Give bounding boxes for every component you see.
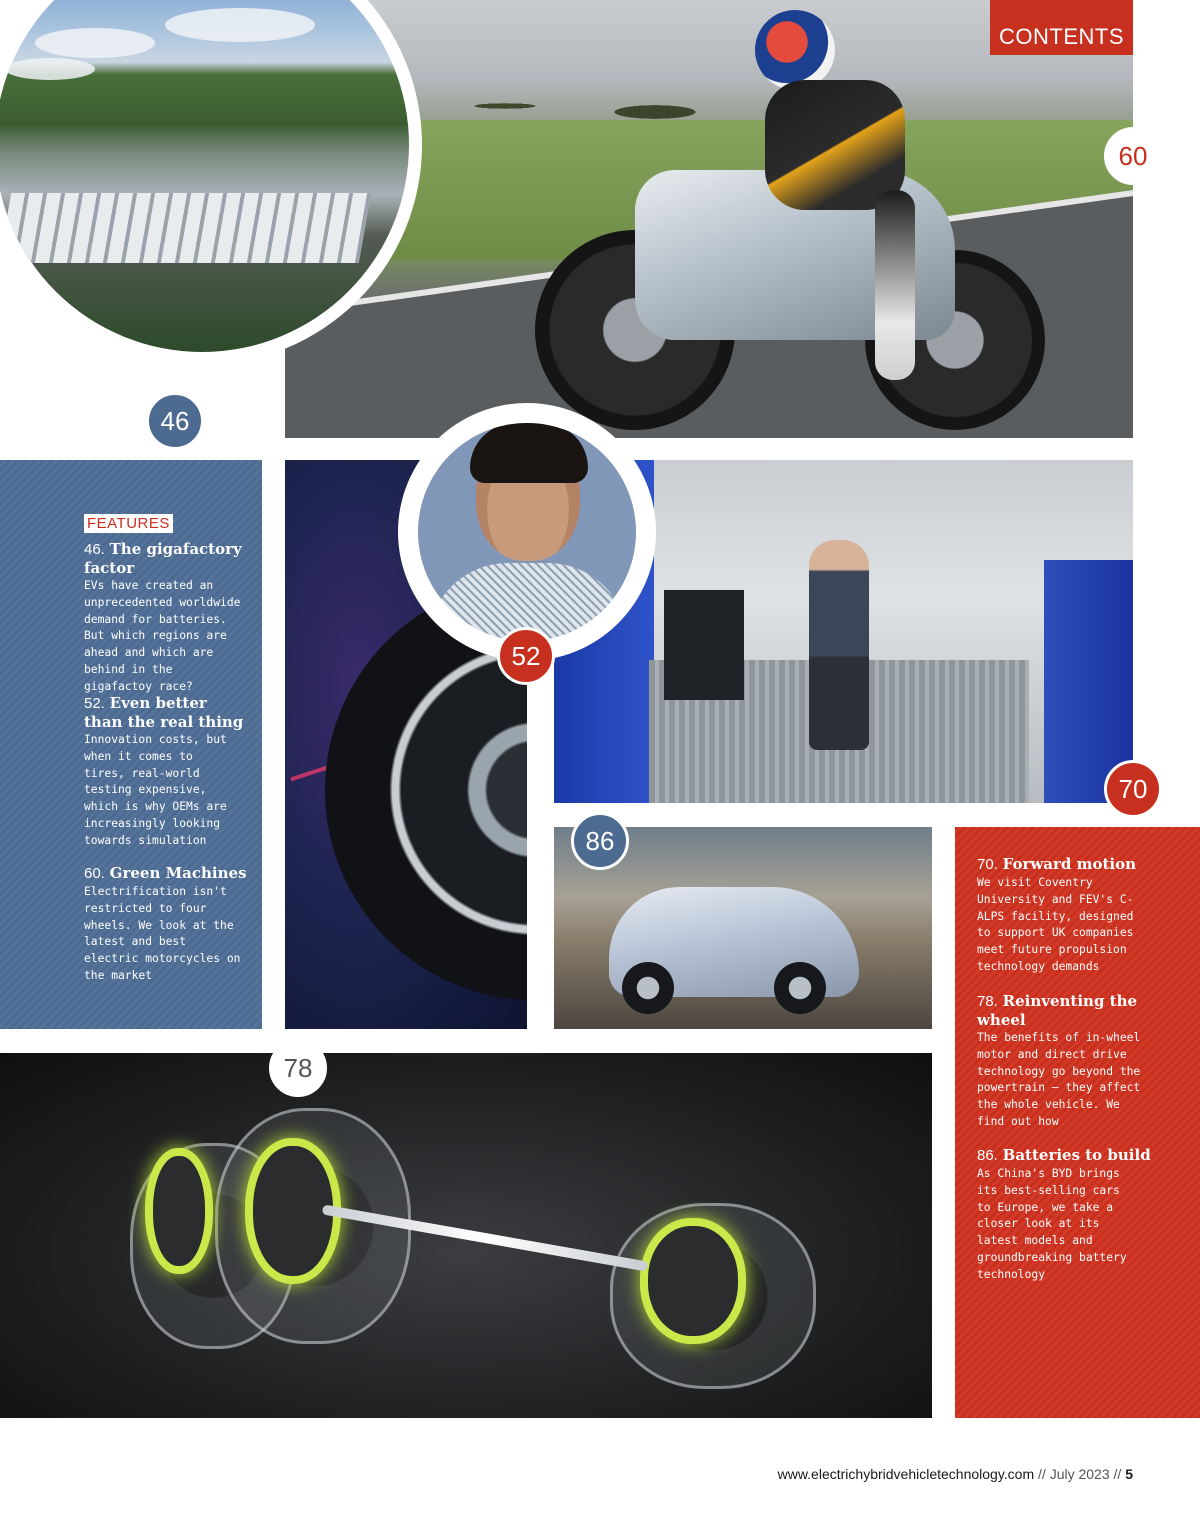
in-wheel-motor-chassis-photo (0, 1053, 932, 1418)
footer-separator: // (1113, 1466, 1122, 1482)
contents-entry-78[interactable]: 78. Reinventing the wheel The benefits of in-wheel motor and direct drive technology go beyond the powertrain – they affect the whole vehicle. We find out how (977, 992, 1152, 1131)
footer-date: July 2023 (1049, 1466, 1110, 1482)
entry-description: EVs have created an unprecedented worldwide demand for batteries. But which regions are ahead and which are behind in the gigafactoy race? (84, 579, 241, 693)
page-badge-60[interactable]: 60 (1104, 127, 1162, 185)
contents-tab: CONTENTS (990, 0, 1133, 55)
motorcycle-photo (285, 0, 1133, 438)
page-number: 5 (1125, 1466, 1133, 1482)
entry-title: Even better than the real thing (84, 694, 244, 731)
entry-title: Green Machines (109, 864, 247, 882)
page-badge-78[interactable]: 78 (269, 1039, 327, 1097)
footer-url[interactable]: www.electrichybridvehicletechnology.com (777, 1466, 1035, 1482)
page-badge-86[interactable]: 86 (571, 812, 629, 870)
entry-title: The gigafactory factor (84, 540, 242, 577)
entry-title: Forward motion (1002, 855, 1137, 873)
entry-description: Innovation costs, but when it comes to tires, real-world testing expensive, which is why OEMs are increasingly looking towards simulation (84, 733, 227, 847)
section-label-features: FEATURES (84, 514, 173, 533)
page-footer (700, 1466, 1133, 1482)
entry-title: Batteries to build (1002, 1146, 1151, 1164)
entry-description: As China's BYD brings its best-selling cars to Europe, we take a closer look at its latest models and groundbreaking battery technology (977, 1167, 1127, 1281)
contents-entry-60[interactable]: 60. Green Machines Electrification isn't restricted to four wheels. We look at the latest and best electric motorcycles on the market (84, 864, 254, 985)
page-badge-46[interactable]: 46 (146, 392, 204, 450)
entry-description: Electrification isn't restricted to four wheels. We look at the latest and best electric motorcycles on the market (84, 885, 241, 982)
page-badge-70[interactable]: 70 (1104, 760, 1162, 818)
contents-entry-52[interactable]: 52. Even better than the real thing Innovation costs, but when it comes to tires, real-world testing expensive, which is why OEMs are increasingly looking towards simulation (84, 694, 249, 850)
portrait-photo (418, 423, 636, 641)
entry-description: The benefits of in-wheel motor and direct drive technology go beyond the powertrain – they affect the whole vehicle. We find out how (977, 1031, 1141, 1128)
page-badge-52[interactable]: 52 (497, 627, 555, 685)
entry-description: We visit Coventry University and FEV's C-ALPS facility, designed to support UK companies meet future propulsion technology demands (977, 876, 1134, 973)
contents-entry-70[interactable]: 70. Forward motion We visit Coventry University and FEV's C-ALPS facility, designed to support UK companies meet future propulsion technology demands (977, 855, 1152, 976)
footer-separator: // (1038, 1466, 1046, 1482)
entry-title: Reinventing the wheel (977, 992, 1138, 1029)
contents-entry-86[interactable]: 86. Batteries to build As China's BYD brings its best-selling cars to Europe, we take a closer look at its latest models and groundbreaking battery technology (977, 1146, 1152, 1284)
contents-entry-46[interactable]: 46. The gigafactory factor EVs have created an unprecedented worldwide demand for batteries. But which regions are ahead and which are behind in the gigafactoy race? (84, 540, 244, 696)
